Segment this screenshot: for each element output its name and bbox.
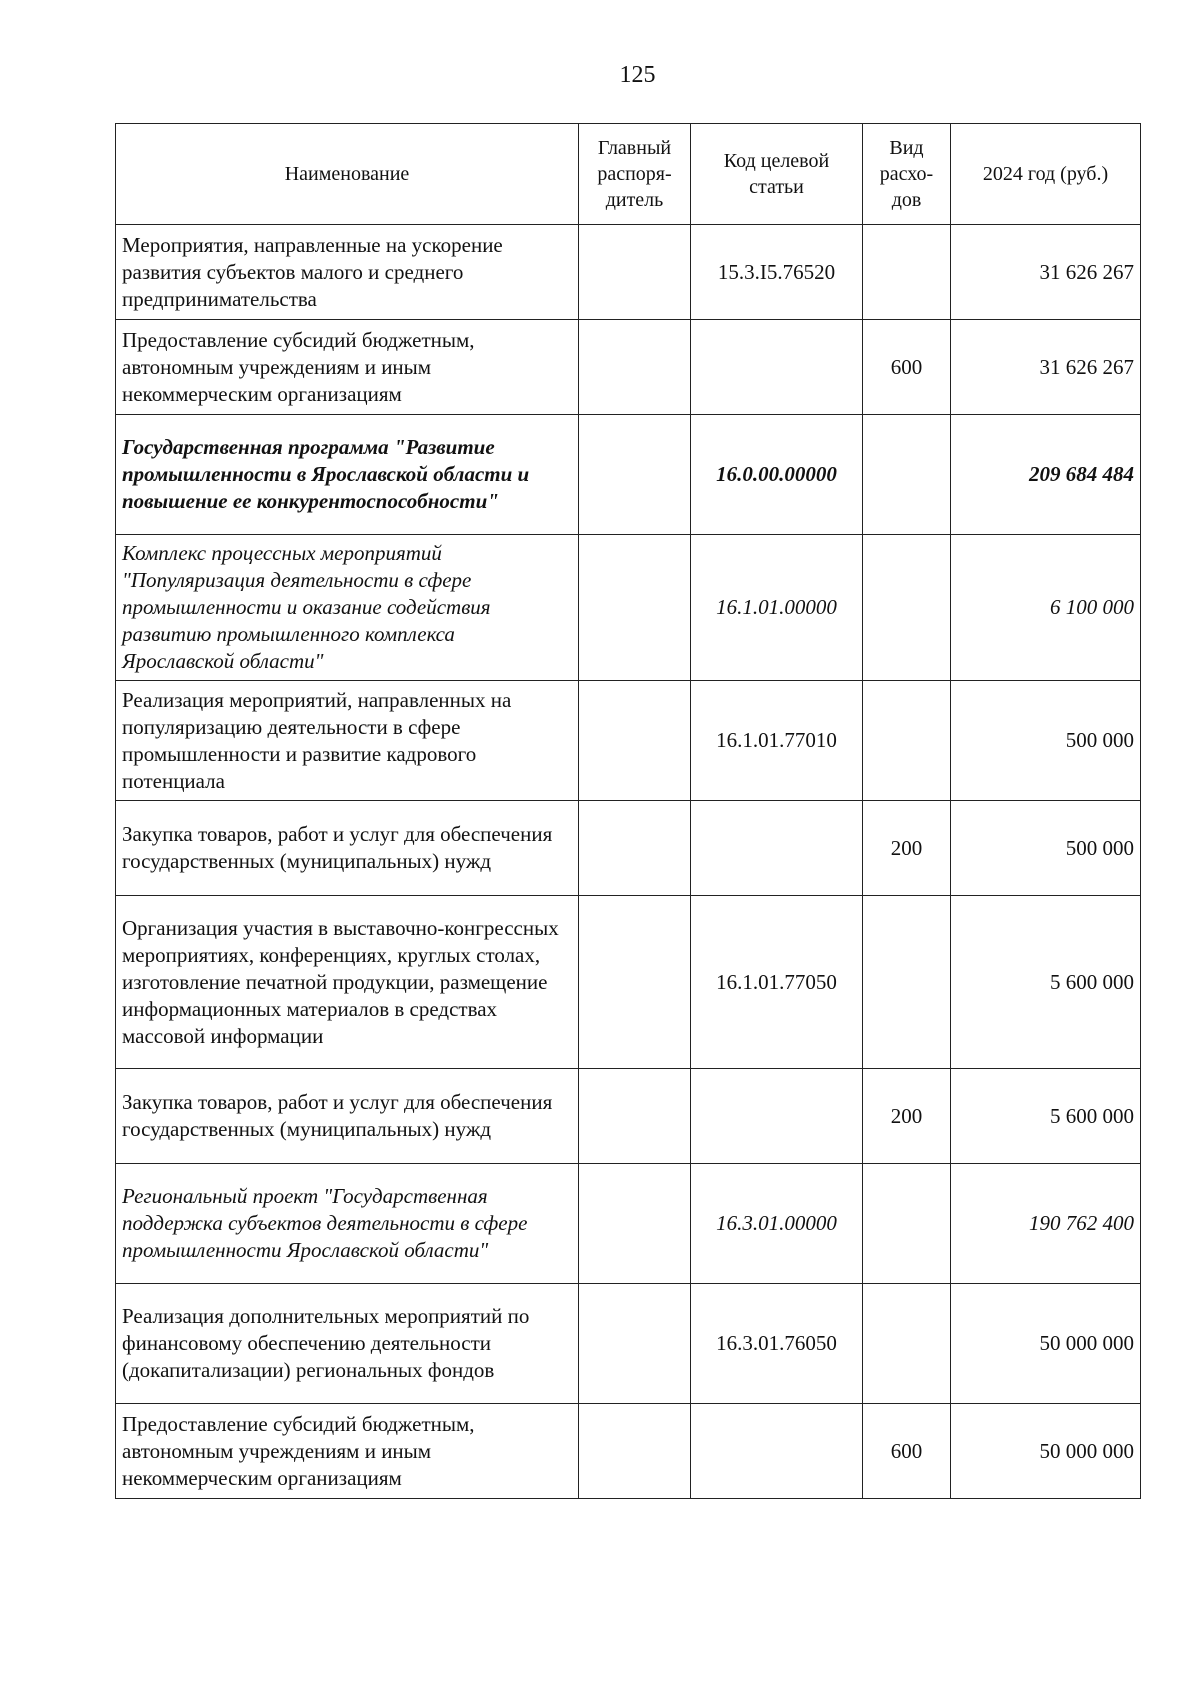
- name-cell: Комплекс процессных мероприятий "Популяризация деятельности в сфере промышленности и оказание содействия развитию промышленного комплекса Ярославской области": [116, 535, 579, 681]
- type-cell: [863, 225, 951, 320]
- type-cell: [863, 1164, 951, 1284]
- manager-cell: [579, 801, 691, 896]
- type-cell: [863, 1284, 951, 1404]
- name-cell: Закупка товаров, работ и услуг для обеспечения государственных (муниципальных) нужд: [116, 1069, 579, 1164]
- amount-cell: 5 600 000: [951, 1069, 1141, 1164]
- type-cell: [863, 415, 951, 535]
- table-row: [116, 1284, 1141, 1404]
- manager-cell: [579, 1284, 691, 1404]
- amount-cell: 500 000: [951, 801, 1141, 896]
- manager-cell: [579, 896, 691, 1069]
- amount-cell: 209 684 484: [951, 415, 1141, 535]
- name-cell: Организация участия в выставочно-конгрессных мероприятиях, конференциях, круглых столах, изготовление печатной продукции, размещение информационных материалов в средствах массовой информации: [116, 896, 579, 1069]
- amount-cell: 6 100 000: [951, 535, 1141, 681]
- header-code: Код целевой статьи: [691, 124, 863, 225]
- code-cell: [691, 1069, 863, 1164]
- code-cell: 16.3.01.76050: [691, 1284, 863, 1404]
- code-cell: 16.1.01.77010: [691, 681, 863, 801]
- header-name: Наименование: [116, 124, 579, 225]
- page-number: 125: [619, 62, 656, 88]
- code-cell: 16.1.01.77050: [691, 896, 863, 1069]
- manager-cell: [579, 415, 691, 535]
- table-row: [116, 415, 1141, 535]
- header-amount: 2024 год (руб.): [951, 124, 1141, 225]
- amount-cell: 5 600 000: [951, 896, 1141, 1069]
- type-cell: 200: [863, 1069, 951, 1164]
- type-cell: [863, 896, 951, 1069]
- code-cell: 16.0.00.00000: [691, 415, 863, 535]
- table-row: [116, 535, 1141, 681]
- manager-cell: [579, 1404, 691, 1499]
- table-row: [116, 1164, 1141, 1284]
- amount-cell: 31 626 267: [951, 320, 1141, 415]
- name-cell: Мероприятия, направленные на ускорение развития субъектов малого и среднего предпринимательства: [116, 225, 579, 320]
- manager-cell: [579, 681, 691, 801]
- amount-cell: 50 000 000: [951, 1284, 1141, 1404]
- header-manager: Главный распоря- дитель: [579, 124, 691, 225]
- amount-cell: 31 626 267: [951, 225, 1141, 320]
- table-row: [116, 320, 1141, 415]
- code-cell: [691, 320, 863, 415]
- type-cell: 200: [863, 801, 951, 896]
- type-cell: 600: [863, 320, 951, 415]
- code-cell: [691, 801, 863, 896]
- table-row: [116, 681, 1141, 801]
- manager-cell: [579, 1164, 691, 1284]
- code-cell: [691, 1404, 863, 1499]
- amount-cell: 190 762 400: [951, 1164, 1141, 1284]
- name-cell: Реализация мероприятий, направленных на популяризацию деятельности в сфере промышленности и развитие кадрового потенциала: [116, 681, 579, 801]
- manager-cell: [579, 535, 691, 681]
- table-row: [116, 1404, 1141, 1499]
- table-row: [116, 225, 1141, 320]
- code-cell: 15.3.I5.76520: [691, 225, 863, 320]
- type-cell: [863, 681, 951, 801]
- table-body: [116, 225, 1141, 1499]
- name-cell: Государственная программа "Развитие промышленности в Ярославской области и повышение ее конкурентоспособности": [116, 415, 579, 535]
- name-cell: Предоставление субсидий бюджетным, автономным учреждениям и иным некоммерческим организациям: [116, 320, 579, 415]
- table-header-row: [116, 124, 1141, 225]
- budget-table: [115, 123, 1141, 1499]
- name-cell: Предоставление субсидий бюджетным, автономным учреждениям и иным некоммерческим организациям: [116, 1404, 579, 1499]
- name-cell: Реализация дополнительных мероприятий по финансовому обеспечению деятельности (докапитализации) региональных фондов: [116, 1284, 579, 1404]
- type-cell: 600: [863, 1404, 951, 1499]
- code-cell: 16.3.01.00000: [691, 1164, 863, 1284]
- header-type: Вид расхо- дов: [863, 124, 951, 225]
- name-cell: Закупка товаров, работ и услуг для обеспечения государственных (муниципальных) нужд: [116, 801, 579, 896]
- table-row: [116, 896, 1141, 1069]
- table-row: [116, 1069, 1141, 1164]
- manager-cell: [579, 320, 691, 415]
- manager-cell: [579, 225, 691, 320]
- table-row: [116, 801, 1141, 896]
- name-cell: Региональный проект "Государственная поддержка субъектов деятельности в сфере промышленности Ярославской области": [116, 1164, 579, 1284]
- amount-cell: 50 000 000: [951, 1404, 1141, 1499]
- type-cell: [863, 535, 951, 681]
- amount-cell: 500 000: [951, 681, 1141, 801]
- manager-cell: [579, 1069, 691, 1164]
- code-cell: 16.1.01.00000: [691, 535, 863, 681]
